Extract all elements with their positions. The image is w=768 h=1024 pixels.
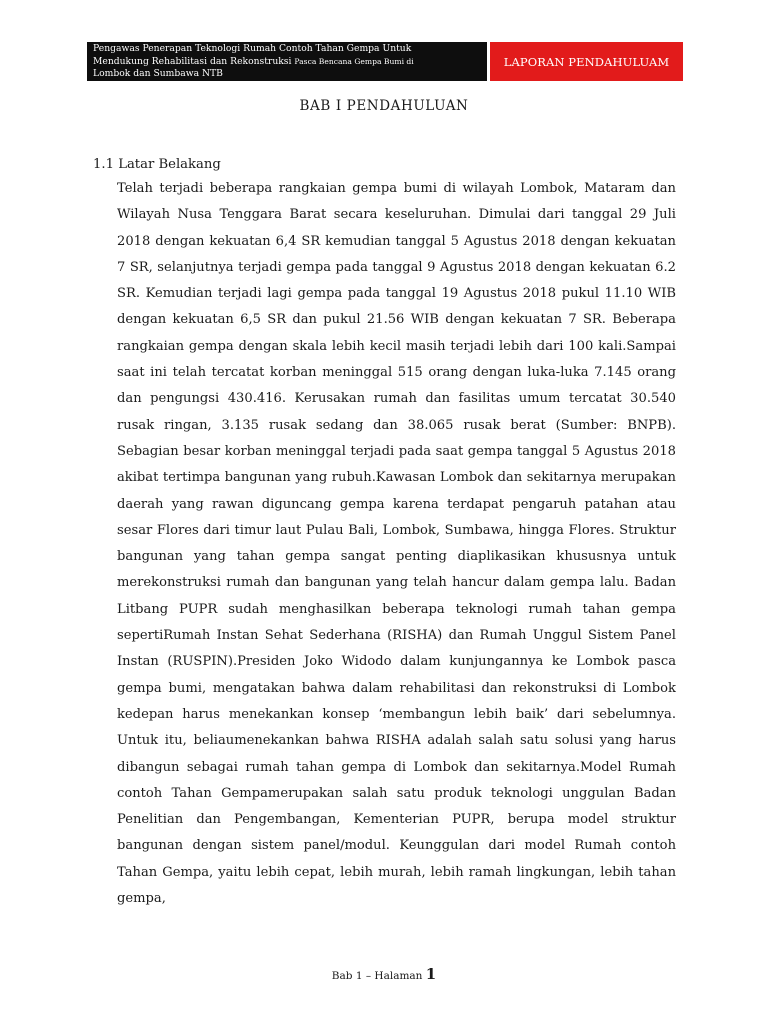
header-title-line-2 — [93, 56, 481, 69]
header-title-line-2-small: Pasca Bencana Gempa Bumi di — [294, 56, 414, 66]
header-title-line-2-main: Mendukung Rehabilitasi dan Rekonstruksi — [93, 55, 292, 67]
header-title-line-3: Lombok dan Sumbawa NTB — [93, 68, 223, 80]
chapter-title: BAB I PENDAHULUAN — [299, 98, 469, 114]
running-header — [87, 42, 683, 81]
header-title-line-1: Pengawas Penerapan Teknologi Rumah Contoh Tahan Gempa Untuk — [93, 43, 412, 54]
header-project-title — [87, 42, 487, 81]
section-title: Latar Belakang — [118, 157, 221, 172]
section-number: 1.1 — [93, 157, 114, 172]
header-report-label: LAPORAN PENDAHULUAM — [487, 42, 683, 81]
section-heading — [93, 157, 221, 172]
footer-label: Bab 1 – Halaman — [331, 970, 423, 982]
footer-page-number: 1 — [425, 965, 437, 983]
page-footer — [0, 965, 768, 983]
body-paragraph: Telah terjadi beberapa rangkaian gempa bumi di wilayah Lombok, Mataram dan Wilayah Nusa Tenggara Barat secara keseluruhan. Dimulai dari tanggal 29 Juli 2018 dengan kekuatan 6,4 SR kemudian tanggal 5 Agustus 2018 dengan kekuatan 7 SR, selanjutnya terjadi gempa pada tanggal 9 Agustus 2018 dengan kekuatan 6.2 SR. Kemudian terjadi lagi gempa pada tanggal 19 Agustus 2018 pukul 11.10 WIB dengan kekuatan 6,5 SR dan pukul 21.56 WIB dengan kekuatan 7 SR. Beberapa rangkaian gempa dengan skala lebih kecil masih terjadi lebih dari 100 kali.Sampai saat ini telah tercatat korban meninggal 515 orang dengan luka-luka 7.145 orang dan pengungsi 430.416. Kerusakan rumah dan fasilitas umum tercatat 30.540 rusak ringan, 3.135 rusak sedang dan 38.065 rusak berat (Sumber: BNPB). Sebagian besar korban meninggal terjadi pada saat gempa tanggal 5 Agustus 2018 akibat tertimpa bangunan yang rubuh.Kawasan Lombok dan sekitarnya merupakan daerah yang rawan diguncang gempa karena terdapat pengaruh patahan atau sesar Flores dari timur laut Pulau Bali, Lombok, Sumbawa, hingga Flores. Struktur bangunan yang tahan gempa sangat penting diaplikasikan khususnya untuk merekonstruksi rumah dan bangunan yang telah hancur dalam gempa lalu. Badan Litbang PUPR sudah menghasilkan beberapa teknologi rumah tahan gempa sepertiRumah Instan Sehat Sederhana (RISHA) dan Rumah Unggul Sistem Panel Instan (RUSPIN).Presiden Joko Widodo dalam kunjungannya ke Lombok pasca gempa bumi, mengatakan bahwa dalam rehabilitasi dan rekonstruksi di Lombok kedepan harus menekankan konsep ‘membangun lebih baik’ dari sebelumnya. Untuk itu, beliaumenekankan bahwa RISHA adalah salah satu solusi yang harus dibangun sebagai rumah tahan gempa di Lombok dan sekitarnya.Model Rumah contoh Tahan Gempamerupakan salah satu produk teknologi unggulan Badan Penelitian dan Pengembangan, Kementerian PUPR, berupa model struktur bangunan dengan sistem panel/modul. Keunggulan dari model Rumah contoh Tahan Gempa, yaitu lebih cepat, lebih murah, lebih ramah lingkungan, lebih tahan gempa, — [117, 181, 676, 907]
